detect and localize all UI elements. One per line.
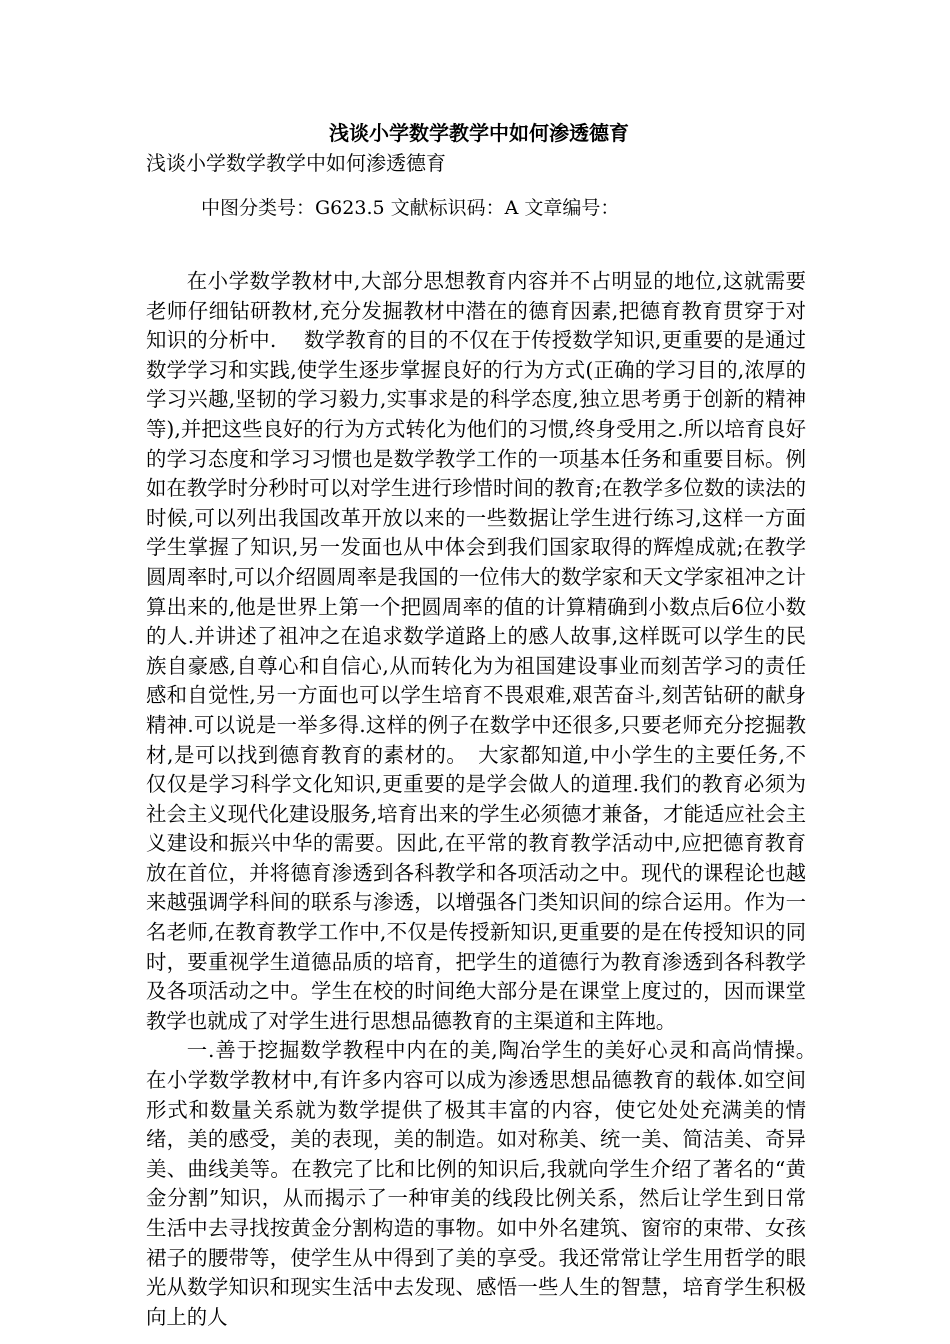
document-subtitle: 浅谈小学数学教学中如何渗透德育	[146, 151, 446, 175]
body-paragraph: 在小学数学教材中,大部分思想教育内容并不占明显的地位,这就需要老师仔细钻研教材,充分发掘教材中潜在的德育因素,把德育教育贯穿于对知识的分析中. 数学教育的目的不仅在于传授数学知识,更重要的是通过数学学习和实践,使学生逐步掌握良好的行为方式(正确的学习目的,浓厚的学习兴趣,坚韧的学习毅力,实事求是的科学态度,独立思考勇于创新的精神等),并把这些良好的行为方式转化为他们的习惯,终身受用之.所以培育良好的学习态度和学习习惯也是数学教学工作的一项基本任务和重要目标。例如在教学时分秒时可以对学生进行珍惜时间的教育;在教学多位数的读法的时候,可以列出我国改革开放以来的一些数据让学生进行练习,这样一方面学生掌握了知识,另一发面也从中体会到我们国家取得的辉煌成就;在教学圆周率时,可以介绍圆周率是我国的一位伟大的数学家和天文学家祖冲之计算出来的,他是世界上第一个把圆周率的值的计算精确到小数点后6位小数的人.并讲述了祖冲之在追求数学道路上的感人故事,这样既可以学生的民族自豪感,自尊心和自信心,从而转化为为祖国建设事业而刻苦学习的责任感和自觉性,另一方面也可以学生培育不畏艰难,艰苦奋斗,刻苦钻研的献身精神.可以说是一举多得.这样的例子在数学中还很多,只要老师充分挖掘教材,是可以找到德育教育的素材的。 大家都知道,中小学生的主要任务,不仅仅是学习科学文化知识,更重要的是学会做人的道理.我们的教育必须为社会主义现代化建设服务,培育出来的学生必须德才兼备，才能适应社会主义建设和振兴中华的需要。因此,在平常的教育教学活动中,应把德育教育放在首位，并将德育渗透到各科教学和各项活动之中。现代的课程论也越来越强调学科间的联系与渗透，以增强各门类知识间的综合运用。作为一名老师,在教育教学工作中,不仅是传授新知识,更重要的是在传授知识的同时，要重视学生道德品质的培育，把学生的道德行为教育渗透到各科教学及各项活动之中。学生在校的时间绝大部分是在课堂上度过的，因而课堂教学也就成了对学生进行思想品德教育的主渠道和主阵地。	[146, 269, 806, 1033]
document-body	[146, 267, 827, 1332]
document-page	[146, 118, 827, 1332]
body-paragraph: 一.善于挖掘数学教程中内在的美,陶冶学生的美好心灵和高尚情操。 在小学数学教材中,有许多内容可以成为渗透思想品德教育的载体.如空间形式和数量关系就为数学提供了极其丰富的内容，使它处处充满美的情绪，美的感受，美的表现，美的制造。如对称美、统一美、简洁美、奇异美、曲线美等。在教完了比和比例的知识后,我就向学生介绍了著名的“黄金分割”知识，从而揭示了一种审美的线段比例关系，然后让学生到日常生活中去寻找按黄金分割构造的事物。如中外名建筑、窗帘的束带、女孩裙子的腰带等，使学生从中得到了美的享受。我还常常让学生用哲学的眼光从数学知识和现实生活中去发现、感悟一些人生的智慧，培育学生积极向上的人	[146, 1038, 827, 1329]
document-title: 浅谈小学数学教学中如何渗透德育	[329, 121, 629, 145]
classification-line: 中图分类号：G623.5 文献标识码：A 文章编号：	[201, 197, 620, 219]
